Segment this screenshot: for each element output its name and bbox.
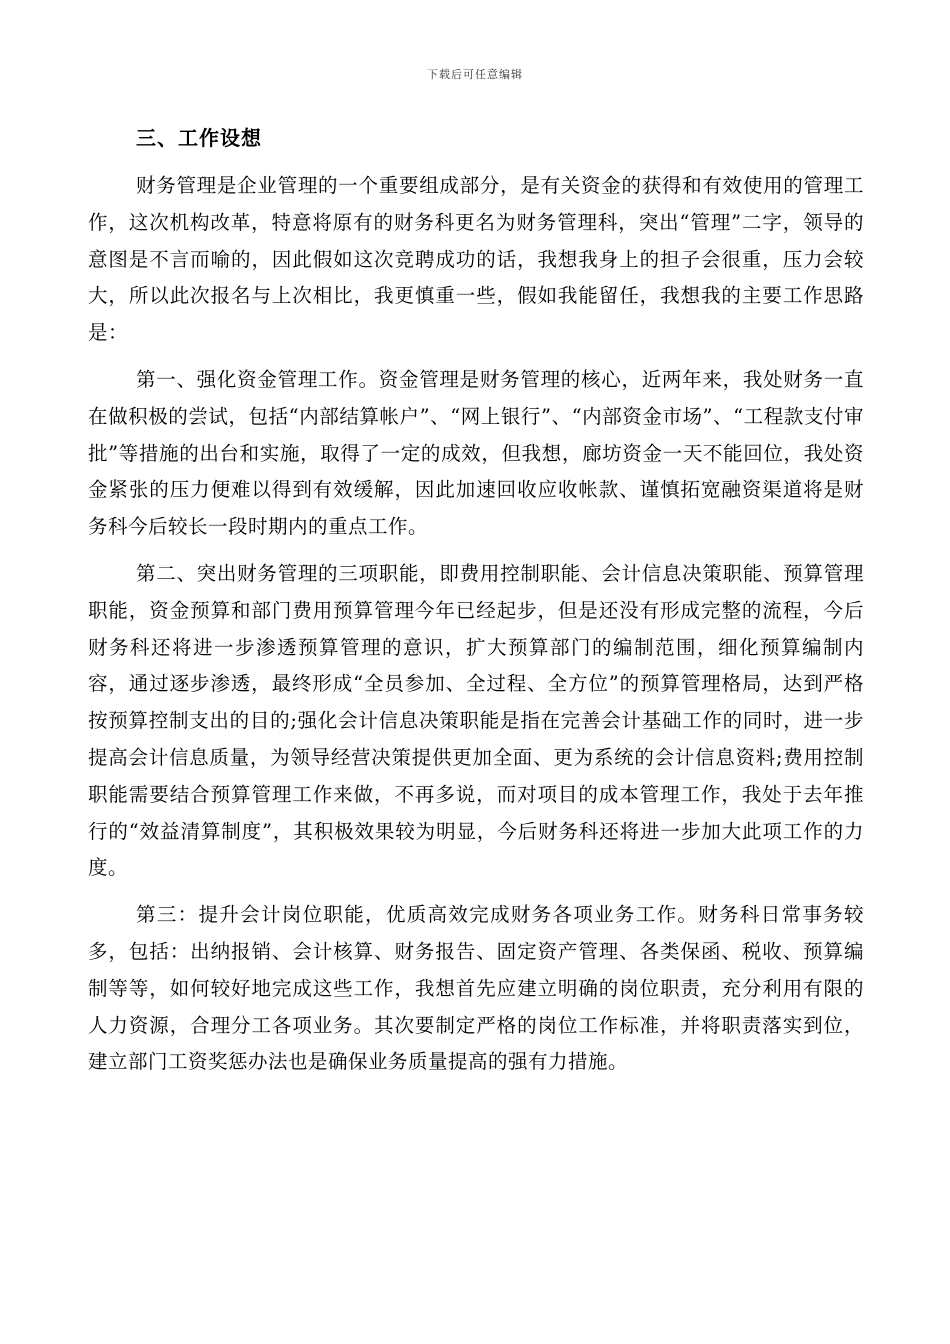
paragraph-intro: 财务管理是企业管理的一个重要组成部分，是有关资金的获得和有效使用的管理工作，这次机构改革，特意将原有的财务科更名为财务管理科，突出“管理”二字，领导的意图是不言而喻的，因此假如这次竞聘成功的话，我想我身上的担子会很重，压力会较大，所以此次报名与上次相比，我更慎重一些，假如我能留任，我想我的主要工作思路是：	[88, 174, 864, 345]
document-body	[88, 120, 864, 1091]
paragraph-point-one: 第一、强化资金管理工作。资金管理是财务管理的核心，近两年来，我处财务一直在做积极的尝试，包括“内部结算帐户”、“网上银行”、“内部资金市场”、“工程款支付审批”等措施的出台和实施，取得了一定的成效，但我想，廊坊资金一天不能回位，我处资金紧张的压力便难以得到有效缓解，因此加速回收应收帐款、谨慎拓宽融资渠道将是财务科今后较长一段时期内的重点工作。	[88, 367, 864, 539]
paragraph-point-two: 第二、突出财务管理的三项职能，即费用控制职能、会计信息决策职能、预算管理职能，资金预算和部门费用预算管理今年已经起步，但是还没有形成完整的流程，今后财务科还将进一步渗透预算管理的意识，扩大预算部门的编制范围，细化预算编制内容，通过逐步渗透，最终形成“全员参加、全过程、全方位”的预算管理格局，达到严格按预算控制支出的目的;强化会计信息决策职能是指在完善会计基础工作的同时，进一步提高会计信息质量，为领导经营决策提供更加全面、更为系统的会计信息资料;费用控制职能需要结合预算管理工作来做，不再多说，而对项目的成本管理工作，我处于去年推行的“效益清算制度”，其积极效果较为明显，今后财务科还将进一步加大此项工作的力度。	[88, 561, 864, 880]
page-header-note: 下载后可任意编辑	[427, 68, 523, 81]
section-heading: 三、工作设想	[136, 126, 262, 150]
paragraph-point-three: 第三：提升会计岗位职能，优质高效完成财务各项业务工作。财务科日常事务较多，包括：出纳报销、会计核算、财务报告、固定资产管理、各类保函、税收、预算编制等等，如何较好地完成这些工作，我想首先应建立明确的岗位职责，充分利用有限的人力资源，合理分工各项业务。其次要制定严格的岗位工作标准，并将职责落实到位，建立部门工资奖惩办法也是确保业务质量提高的强有力措施。	[88, 903, 864, 1074]
